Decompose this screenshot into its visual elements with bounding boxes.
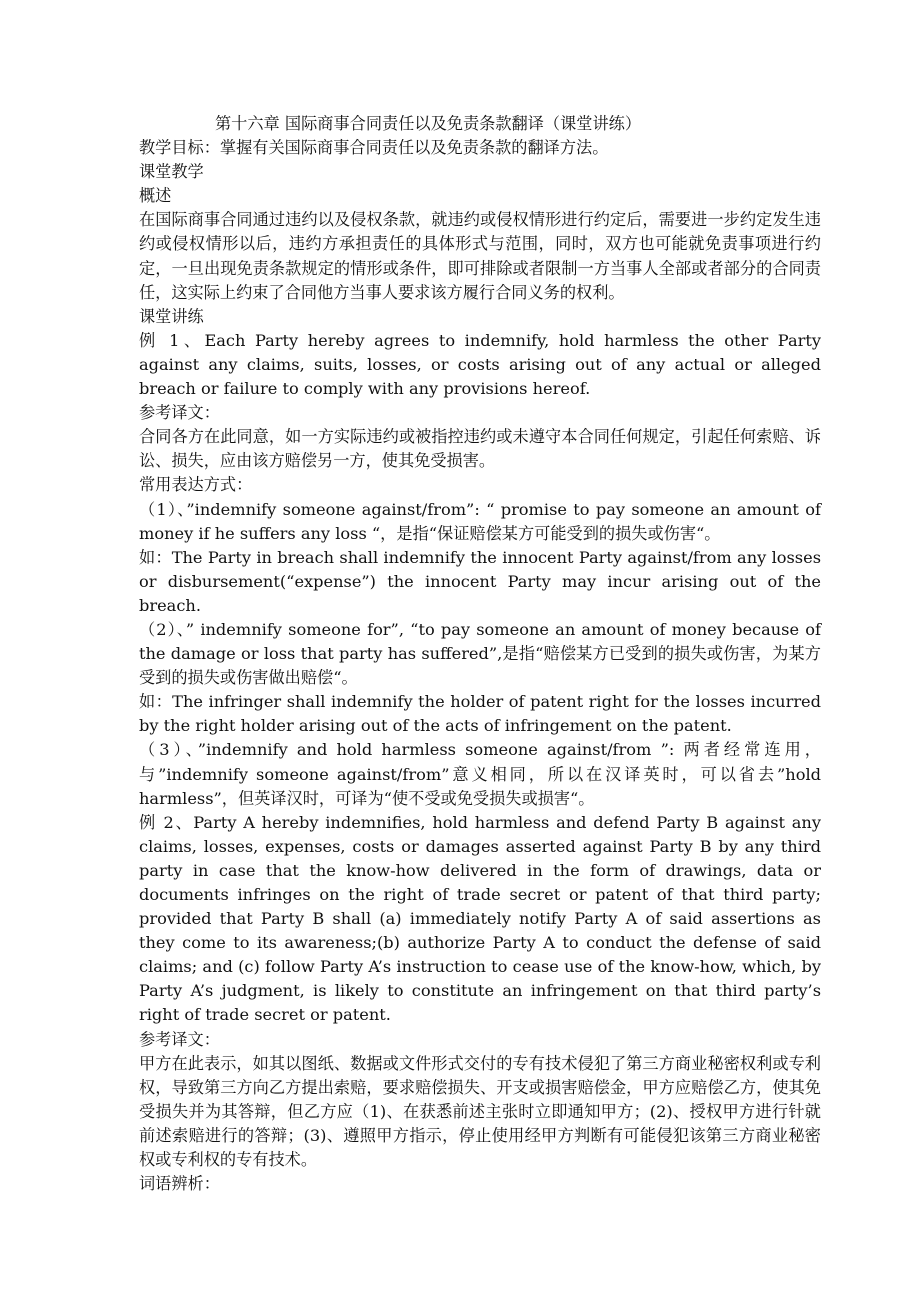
- heading-classroom-teaching: 课堂教学: [139, 162, 204, 182]
- expression-2: （2）、” indemnify someone for”, “to pay someone an amount of money because of the damage or loss that party has suffered”,是指“赔偿某方已受到的损失或伤害，为某方受到的损失或伤害做出赔偿“。: [139, 619, 821, 688]
- reference-translation-label-2: 参考译文：: [139, 1029, 220, 1049]
- heading-word-analysis: 词语辨析：: [139, 1174, 220, 1194]
- heading-classroom-practice: 课堂讲练: [139, 306, 204, 326]
- reference-translation-label-1: 参考译文：: [139, 403, 220, 423]
- translation-1: 合同各方在此同意，如一方实际违约或被指控违约或未遵守本合同任何规定，引起任何索赔、诉讼、损失，应由该方赔偿另一方，使其免受损害。: [139, 427, 821, 471]
- example-1-text: 例 1、Each Party hereby agrees to indemnify, hold harmless the other Party against any claims, suits, losses, or costs arising out of any actual or alleged breach or failure to comply with any provisions hereof.: [139, 330, 821, 399]
- heading-common-expressions: 常用表达方式：: [139, 475, 253, 495]
- translation-2: 甲方在此表示，如其以图纸、数据或文件形式交付的专有技术侵犯了第三方商业秘密权利或专利权，导致第三方向乙方提出索赔，要求赔偿损失、开支或损害赔偿金，甲方应赔偿乙方，使其免受损失并为其答辩，但乙方应（1)、在获悉前述主张时立即通知甲方；(2)、授权甲方进行针就前述索赔进行的答辩；(3)、遵照甲方指示，停止使用经甲方判断有可能侵犯该第三方商业秘密权或专利权的专有技术。: [139, 1053, 821, 1170]
- chapter-title: 第十六章 国际商事合同责任以及免责条款翻译（课堂讲练）: [215, 114, 642, 133]
- example-2-text: 例 2、Party A hereby indemnifies, hold harmless and defend Party B against any claims, losses, expenses, costs or damages asserted against Party B by any third party in case that the know-how delivered in the form of drawings, data or documents infringes on the right of trade secret or patent of that third party; provided that Party B shall (a) immediately notify Party A of said assertions as they come to its awareness;(b) authorize Party A to conduct the defense of said claims; and (c) follow Party A’s instruction to cease use of the know-how, which, by Party A’s judgment, is likely to constitute an infringement on that third party’s right of trade secret or patent.: [139, 812, 821, 1025]
- expression-2-example: 如：The infringer shall indemnify the holder of patent right for the losses incurred by the right holder arising out of the acts of infringement on the patent.: [139, 692, 821, 736]
- overview-paragraph: 在国际商事合同通过违约以及侵权条款，就违约或侵权情形进行约定后，需要进一步约定发生违约或侵权情形以后，违约方承担责任的具体形式与范围，同时，双方也可能就免责事项进行约定，一旦出现免责条款规定的情形或条件，即可排除或者限制一方当事人全部或者部分的合同责任，这实际上约束了合同他方当事人要求该方履行合同义务的权利。: [139, 210, 821, 302]
- document-body: [139, 112, 821, 1196]
- expression-1-example: 如：The Party in breach shall indemnify the innocent Party against/from any losses or disbursement(“expense”) the innocent Party may incur arising out of the breach.: [139, 547, 821, 615]
- teaching-objective: 教学目标：掌握有关国际商事合同责任以及免责条款的翻译方法。: [139, 138, 609, 158]
- heading-overview: 概述: [139, 186, 172, 206]
- expression-1: （1）、”indemnify someone against/from”: “ promise to pay someone an amount of money if he suffers any loss “，是指“保证赔偿某方可能受到的损失或伤害“。: [139, 499, 821, 543]
- expression-3: （3）、”indemnify and hold harmless someone against/from ”: 两者经常连用，与”indemnify someone against/from”意义相同，所以在汉译英时，可以省去”hold harmless”，但英译汉时，可译为“使不受或免受损失或损害“。: [139, 740, 821, 808]
